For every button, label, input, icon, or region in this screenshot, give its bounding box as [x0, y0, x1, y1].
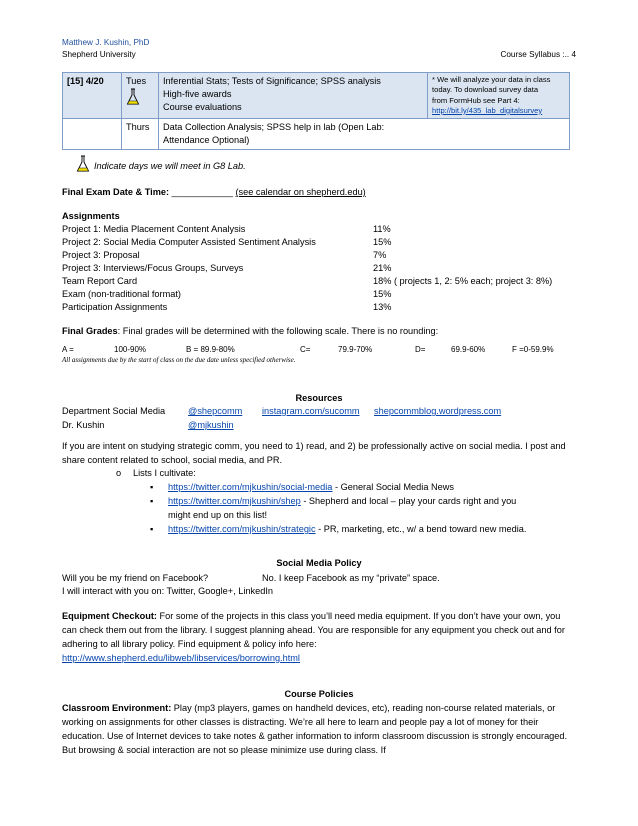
grade-c-range: 79.9-70% [338, 345, 373, 354]
page-label: Course Syllabus :.. 4 [500, 50, 576, 59]
grade-a-range: 100-90% [114, 345, 147, 354]
topics-cell [159, 119, 570, 150]
square-bullet-icon: ▪ [150, 496, 154, 506]
classroom-environment-paragraph [62, 702, 576, 758]
square-bullet-icon: ▪ [150, 482, 154, 492]
assignment-pct: 11% [373, 224, 391, 234]
author-name: Matthew J. Kushin, PhD [62, 38, 150, 47]
list-desc-continued: might end up on this list! [168, 509, 268, 520]
grade-d-range: 69.9-60% [451, 345, 486, 354]
day-cell: Thurs [122, 119, 159, 150]
shepcomm-link[interactable]: @shepcomm [188, 406, 243, 416]
survey-data-link[interactable]: http://bit.ly/435_lab_digitalsurvey [432, 105, 543, 115]
final-grades-text: : Final grades will be determined with the following scale. There is no rounding: [117, 326, 439, 336]
list-item [168, 481, 454, 495]
flask-icon [126, 88, 140, 106]
flask-icon [76, 155, 90, 173]
assignment-pct: 21% [373, 263, 392, 273]
shep-list-link[interactable]: https://twitter.com/mjkushin/shep [168, 496, 301, 506]
schedule-table [62, 72, 570, 150]
grade-c-label: C= [300, 345, 311, 354]
assignment-name: Project 3: Interviews/Focus Groups, Surveys [62, 263, 244, 273]
final-exam-blank: ____________ [169, 187, 233, 197]
equipment-paragraph [62, 610, 576, 666]
note-line: from FormHub see Part 4: [432, 95, 520, 105]
interaction-line: I will interact with you on: Twitter, Google+, LinkedIn [62, 586, 273, 596]
course-policies-heading: Course Policies [284, 689, 354, 699]
grade-f: F =0-59.9% [512, 345, 554, 354]
mjkushin-link[interactable]: @mjkushin [188, 420, 234, 430]
grade-scale [0, 344, 638, 356]
assignment-name: Participation Assignments [62, 302, 168, 312]
topic-line: Data Collection Analysis; SPSS help in lab (Open Lab: [163, 122, 385, 132]
week-cell: [15] 4/20 [63, 73, 122, 119]
calendar-link[interactable]: (see calendar on shepherd.edu) [235, 187, 366, 197]
due-date-note: All assignments due by the start of class on the due date unless specified otherwise. [62, 356, 296, 364]
equipment-label: Equipment Checkout: [62, 611, 157, 621]
week-cell-empty [63, 119, 122, 150]
dept-label: Department Social Media [62, 406, 166, 416]
final-exam-label: Final Exam Date & Time: [62, 187, 170, 197]
note-line: today. To download survey data [432, 85, 539, 95]
grade-b: B = 89.9-80% [186, 345, 235, 354]
blog-link[interactable]: shepcommblog.wordpress.com [374, 406, 502, 416]
assignment-pct: 18% ( projects 1, 2: 5% each; project 3: 8%) [373, 276, 553, 286]
resources-heading: Resources [295, 393, 343, 403]
assignment-pct: 15% [373, 289, 392, 299]
list-item [168, 523, 526, 537]
assignment-name: Exam (non-traditional format) [62, 289, 181, 299]
equipment-text: For some of the projects in this class you’ll need media equipment. If you don’t have your own, you can check them out from the library. I suggest planning ahead. You are responsible for any equipment you check out and for adhering to all library policy. Find equipment & policy info here: [62, 611, 565, 649]
note-cell [428, 73, 570, 119]
assignment-name: Project 3: Proposal [62, 250, 140, 260]
assignments-heading: Assignments [62, 211, 120, 221]
final-exam-line [62, 186, 366, 199]
borrowing-link[interactable]: http://www.shepherd.edu/libweb/libservices/borrowing.html [62, 652, 300, 663]
facebook-answer: No. I keep Facebook as my “private” space. [262, 573, 440, 583]
assignment-name: Project 2: Social Media Computer Assisted Sentiment Analysis [62, 237, 316, 247]
list-desc: - General Social Media News [332, 482, 454, 492]
strategic-list-link[interactable]: https://twitter.com/mjkushin/strategic [168, 524, 316, 534]
classroom-environment-text: Play (mp3 players, games on handheld devices, etc), reading non-course related materials, or working on assignments for other classes is distracting. We’re all here to learn and people pay a lot of money for their education. Use of Internet devices to take notes & gather information to inform classroom discussion is strongly encouraged. But browsing & social interaction are not so please minimize use during class. If [62, 703, 568, 755]
day-cell [122, 73, 159, 119]
person-label: Dr. Kushin [62, 420, 105, 430]
facebook-question: Will you be my friend on Facebook? [62, 573, 209, 583]
assignment-name: Team Report Card [62, 276, 138, 286]
final-grades-line [62, 325, 438, 338]
topic-line: Course evaluations [163, 101, 242, 112]
topic-line: Attendance Optional) [163, 134, 250, 145]
assignment-pct: 7% [373, 250, 387, 260]
sub-bullet-icon: o [116, 468, 122, 478]
note-line: * We will analyze your data in class [432, 75, 551, 84]
social-media-list-link[interactable]: https://twitter.com/mjkushin/social-media [168, 482, 333, 492]
final-grades-label: Final Grades [62, 326, 118, 336]
topic-line: Inferential Stats; Tests of Significance; SPSS analysis [163, 76, 381, 86]
schedule-row-thurs [63, 119, 570, 150]
classroom-environment-label: Classroom Environment: [62, 703, 172, 713]
lists-label: Lists I cultivate: [133, 468, 196, 478]
topic-line: High-five awards [163, 88, 232, 99]
topics-cell [159, 73, 428, 119]
assignment-pct: 13% [373, 302, 392, 312]
social-policy-heading: Social Media Policy [276, 558, 362, 568]
assignment-pct: 15% [373, 237, 392, 247]
list-item [168, 495, 568, 523]
assignment-name: Project 1: Media Placement Content Analysis [62, 224, 246, 234]
resources-paragraph: If you are intent on studying strategic comm, you need to 1) read, and 2) be professionally active on social media. I post and share content related to school, social media, and PR. [62, 441, 566, 465]
list-desc: - PR, marketing, etc., w/ a bend toward new media. [315, 524, 527, 534]
day-label: Tues [126, 76, 147, 86]
grade-a-label: A = [62, 345, 74, 354]
grade-d-label: D= [415, 345, 426, 354]
square-bullet-icon: ▪ [150, 524, 154, 534]
university-name: Shepherd University [62, 50, 136, 59]
schedule-row-week15 [63, 73, 570, 119]
instagram-link[interactable]: instagram.com/sucomm [262, 406, 360, 416]
lab-days-note: Indicate days we will meet in G8 Lab. [94, 161, 246, 171]
list-desc: - Shepherd and local – play your cards right and you [300, 496, 517, 506]
